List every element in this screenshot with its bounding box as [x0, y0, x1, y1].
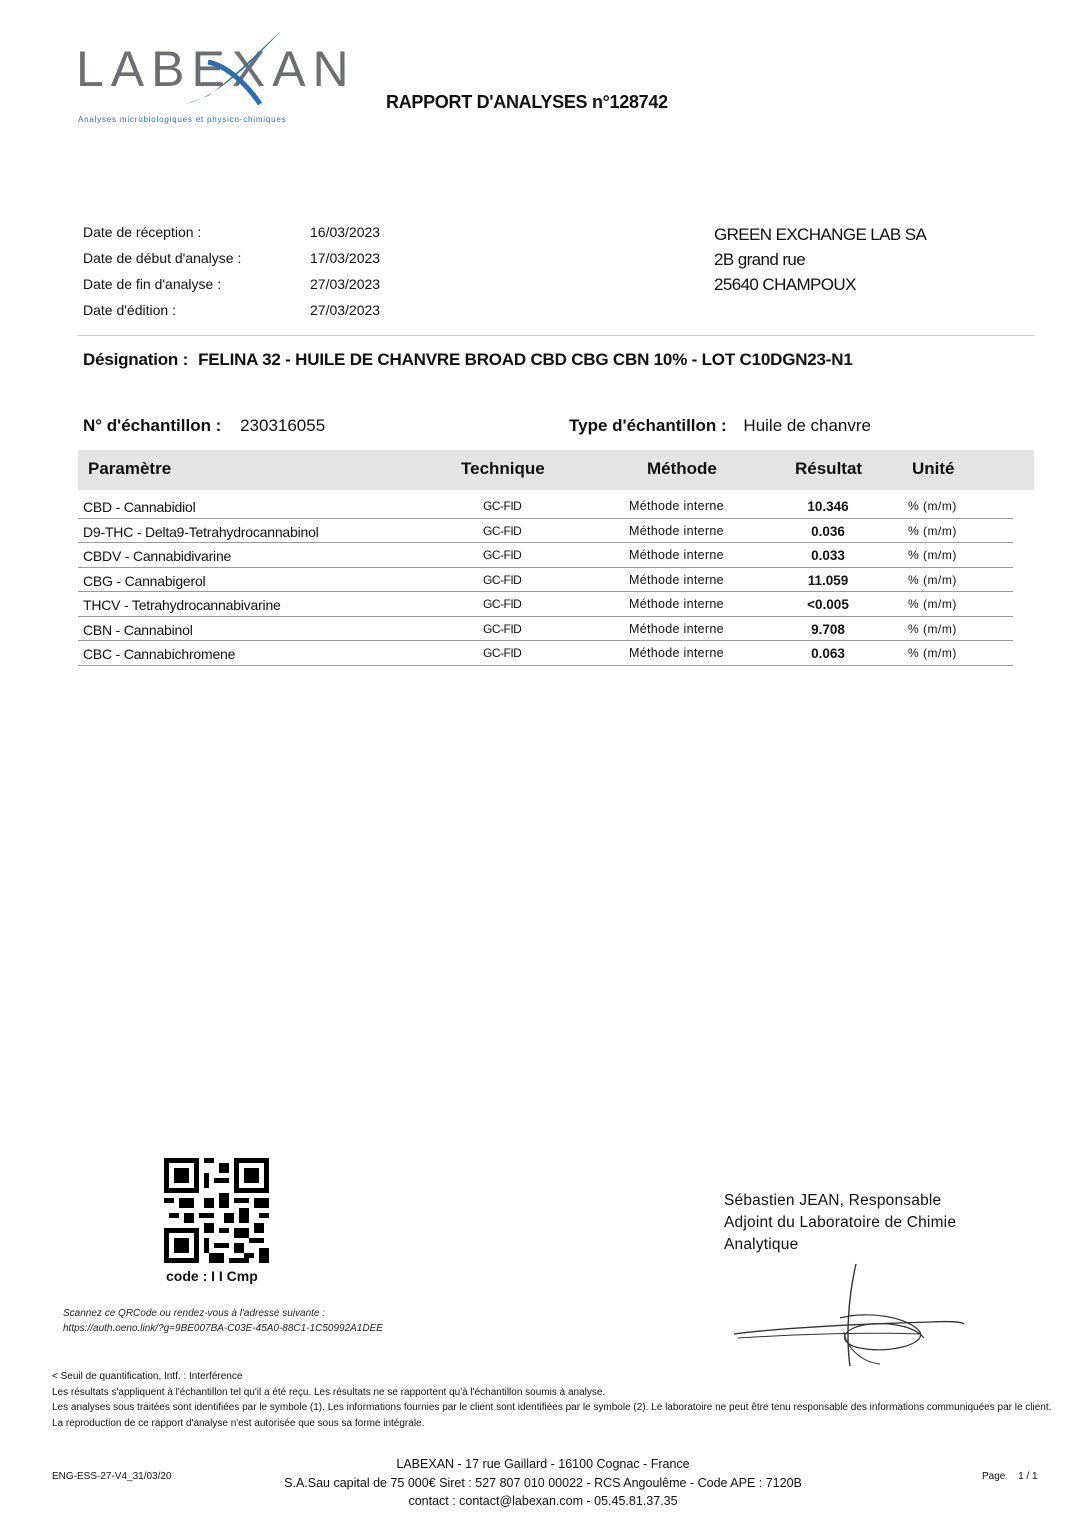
table-row: CBN - Cannabinol GC-FID Méthode interne 9.708 % (m/m) [78, 617, 1013, 642]
sample-number [83, 416, 325, 436]
table-row: CBDV - Cannabidivarine GC-FID Méthode interne 0.033 % (m/m) [78, 543, 1013, 568]
header-tech: Technique [461, 459, 545, 478]
footnote: Les analyses sous traitées sont identifiées par le symbole (1). Les informations fournies par le client sont identifiées par le symbole (2). Le laboratoire ne peut être tenu responsable des informations communiquées par le client. [52, 1402, 1052, 1413]
date-row: Date de début d'analyse : 17/03/2023 [83, 250, 381, 266]
header-param: Paramètre [88, 459, 172, 478]
page-value: 1 / 1 [1018, 1471, 1038, 1482]
qr-note [63, 1306, 383, 1336]
client-address [714, 225, 926, 300]
sample-type-label: Type d'échantillon : [569, 416, 727, 435]
qr-code-label: code : I I Cmp [166, 1268, 258, 1284]
footer-contact[interactable]: contact : contact@labexan.com - 05.45.81.37.35 [408, 1494, 678, 1508]
signer-line: Analytique [724, 1236, 799, 1253]
designation [83, 350, 853, 370]
footnote: Les résultats s'appliquent à l'échantillon tel qu'il a été reçu. Les résultats ne se rapportent qu'à l'échantillon soumis à analyse. [52, 1386, 606, 1398]
footer-address [240, 1455, 846, 1511]
results-table [78, 494, 1013, 666]
table-row: CBG - Cannabigerol GC-FID Méthode interne 11.059 % (m/m) [78, 568, 1013, 593]
divider [78, 335, 1034, 336]
qr-note-line: Scannez ce QRCode ou rendez-vous à l'adresse suivante : [63, 1308, 326, 1319]
page-label: Page [982, 1471, 1006, 1482]
client-city: 25640 CHAMPOUX [714, 275, 856, 294]
logo-text: LABEXAN [76, 41, 356, 97]
table-row: D9-THC - Delta9-Tetrahydrocannabinol GC-FID Méthode interne 0.036 % (m/m) [78, 519, 1013, 544]
client-street: 2B grand rue [714, 250, 806, 269]
table-row: THCV - Tetrahydrocannabivarine GC-FID Méthode interne <0.005 % (m/m) [78, 592, 1013, 617]
footnote: < Seuil de quantification, Intf. : Interférence [52, 1371, 243, 1382]
table-row: CBC - Cannabichromene GC-FID Méthode interne 0.063 % (m/m) [78, 641, 1013, 666]
header-unit: Unité [912, 459, 955, 478]
date-row: Date de réception : 16/03/2023 [83, 224, 381, 240]
footnotes [52, 1369, 1072, 1431]
footer-line: S.A.Sau capital de 75 000€ Siret : 527 807 010 00022 - RCS Angoulême - Code APE : 7120B [284, 1475, 802, 1490]
dates-block [83, 224, 380, 328]
table-row: CBD - Cannabidiol GC-FID Méthode interne 10.346 % (m/m) [78, 494, 1013, 519]
signer-line: Sébastien JEAN, Responsable [724, 1192, 942, 1209]
qr-link[interactable]: https://auth.oeno.link/?g=9BE007BA-C03E-45A0-88C1-1C50992A1DEE [63, 1323, 383, 1334]
footnote: La reproduction de ce rapport d'analyse n'est autorisée que sous sa forme intégrale. [52, 1417, 425, 1429]
client-name: GREEN EXCHANGE LAB SA [714, 225, 927, 244]
sample-number-value: 230316055 [240, 416, 326, 435]
sample-number-label: N° d'échantillon : [83, 416, 222, 435]
signer-line: Adjoint du Laboratoire de Chimie [724, 1214, 957, 1231]
signature-icon [720, 1258, 980, 1378]
header-method: Méthode [647, 459, 717, 478]
sample-type-value: Huile de chanvre [743, 416, 871, 435]
logo-swoosh-icon [178, 26, 288, 116]
designation-label: Désignation : [83, 350, 189, 369]
header-result: Résultat [795, 459, 863, 478]
footer-line: LABEXAN - 17 rue Gaillard - 16100 Cognac - France [396, 1457, 690, 1471]
report-title: RAPPORT D'ANALYSES n°128742 [386, 92, 668, 112]
signer-block [724, 1190, 956, 1256]
document-code: ENG-ESS-27-V4_31/03/20 [52, 1471, 172, 1482]
qr-code-icon[interactable] [164, 1158, 269, 1263]
date-row: Date d'édition : 27/03/2023 [83, 302, 381, 318]
logo-subtitle: Analyses microbiologiques et physico-chimiques [78, 115, 287, 124]
sample-type [569, 416, 871, 436]
date-row: Date de fin d'analyse : 27/03/2023 [83, 276, 381, 292]
page-indicator [982, 1471, 1038, 1482]
designation-value: FELINA 32 - HUILE DE CHANVRE BROAD CBD CBG CBN 10% - LOT C10DGN23-N1 [198, 350, 853, 369]
table-header [78, 450, 1034, 490]
